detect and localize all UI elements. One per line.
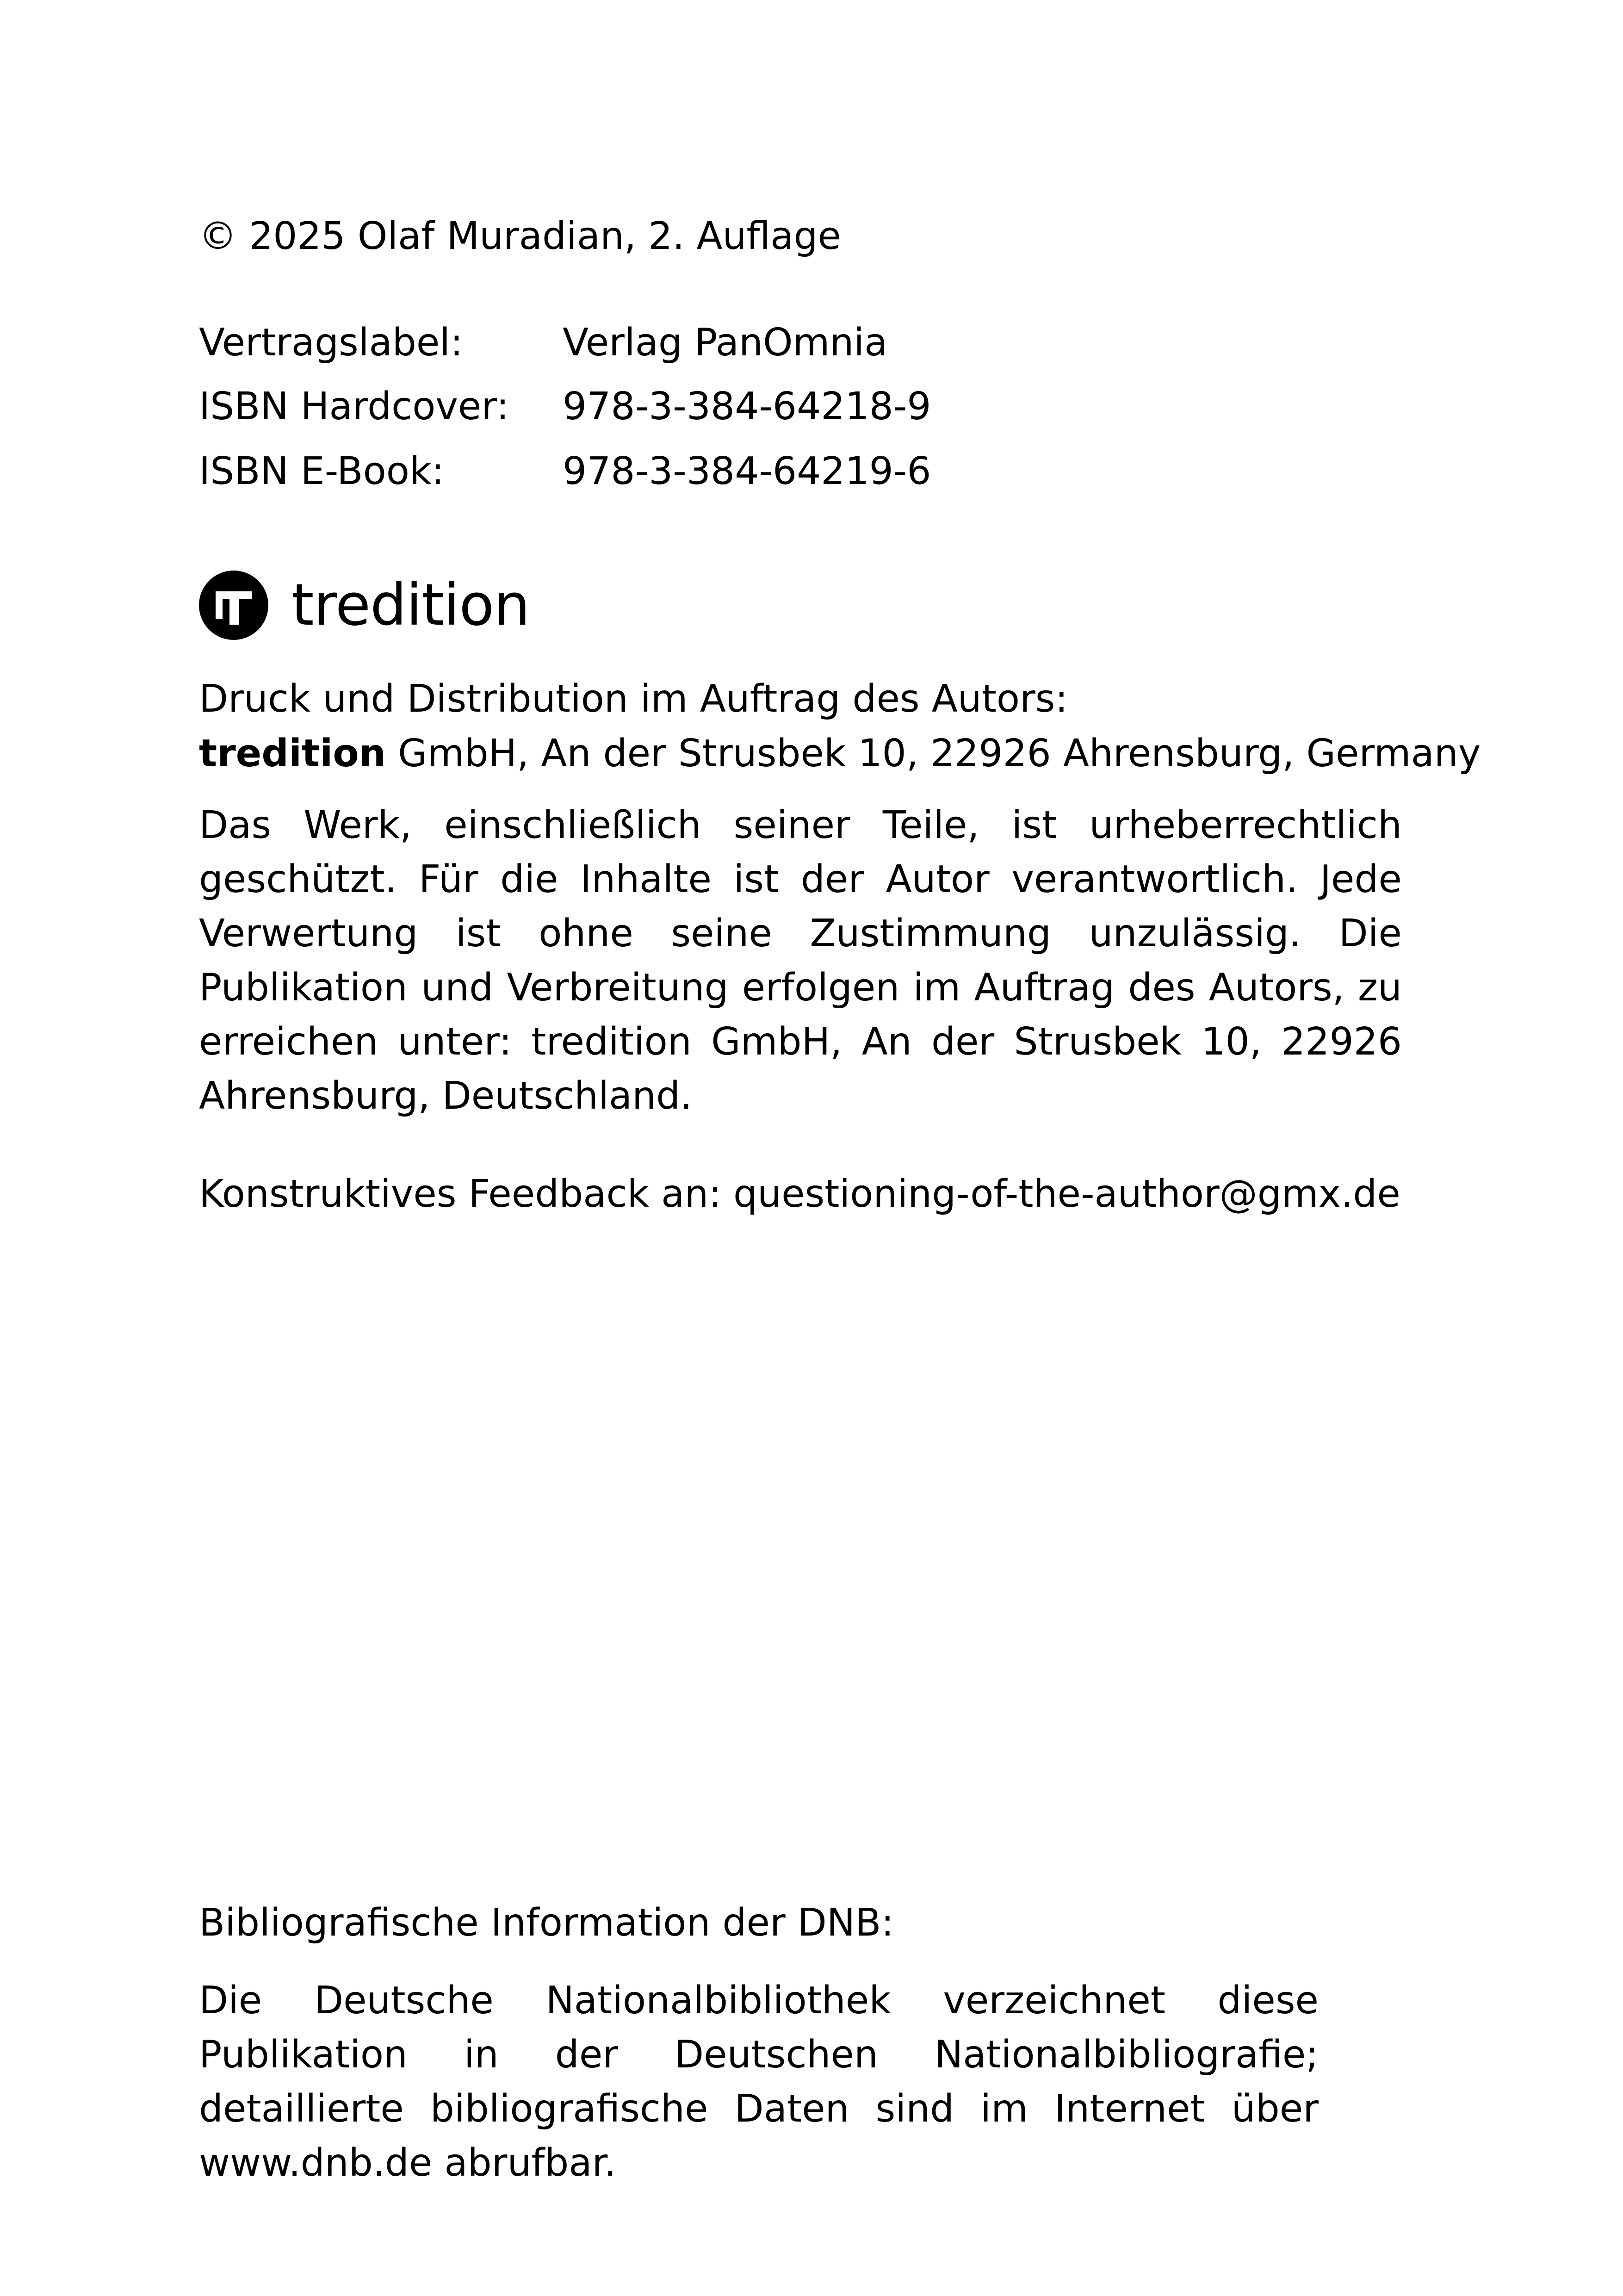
meta-value: 978-3-384-64219-6 [563,449,931,493]
meta-value: Verlag PanOmnia [563,321,888,365]
copyright-line: © 2025 Olaf Muradian, 2. Auflage [199,214,841,258]
print-company: tredition [199,732,386,776]
meta-value: 978-3-384-64218-9 [563,385,931,428]
print-address-text: GmbH, An der Strusbek 10, 22926 Ahrensburg, Germany [386,732,1481,776]
dnb-paragraph: Die Deutsche Nationalbibliothek verzeichnet diese Publikation in der Deutschen Nationalbibliografie; detaillierte bibliografische Daten sind im Internet über www.dnb.de abrufbar. [199,1979,1319,2185]
rights-paragraph: Das Werk, einschließlich seiner Teile, ist urheberrechtlich geschützt. Für die Inhalte ist der Autor verantwortlich. Jede Verwertung ist ohne seine Zustimmung unzulässig. Die Publikation und Verbreitung erfolgen im Auftrag des Autors, zu erreichen unter: tredition GmbH, An der Strusbek 10, 22926 Ahrensburg, Deutschland. [199,803,1402,1118]
dnb-title: Bibliografische Information der DNB: [199,1901,894,1945]
meta-label: Vertragslabel: [199,321,463,365]
meta-label: ISBN E-Book: [199,449,445,493]
feedback-line: Konstruktives Feedback an: questioning-of-the-author@gmx.de [199,1172,1400,1216]
meta-label: ISBN Hardcover: [199,385,509,428]
print-address [199,732,1481,776]
tredition-logo-icon [199,571,268,640]
print-intro: Druck und Distribution im Auftrag des Autors: [199,677,1068,721]
tredition-wordmark: tredition [291,572,530,639]
